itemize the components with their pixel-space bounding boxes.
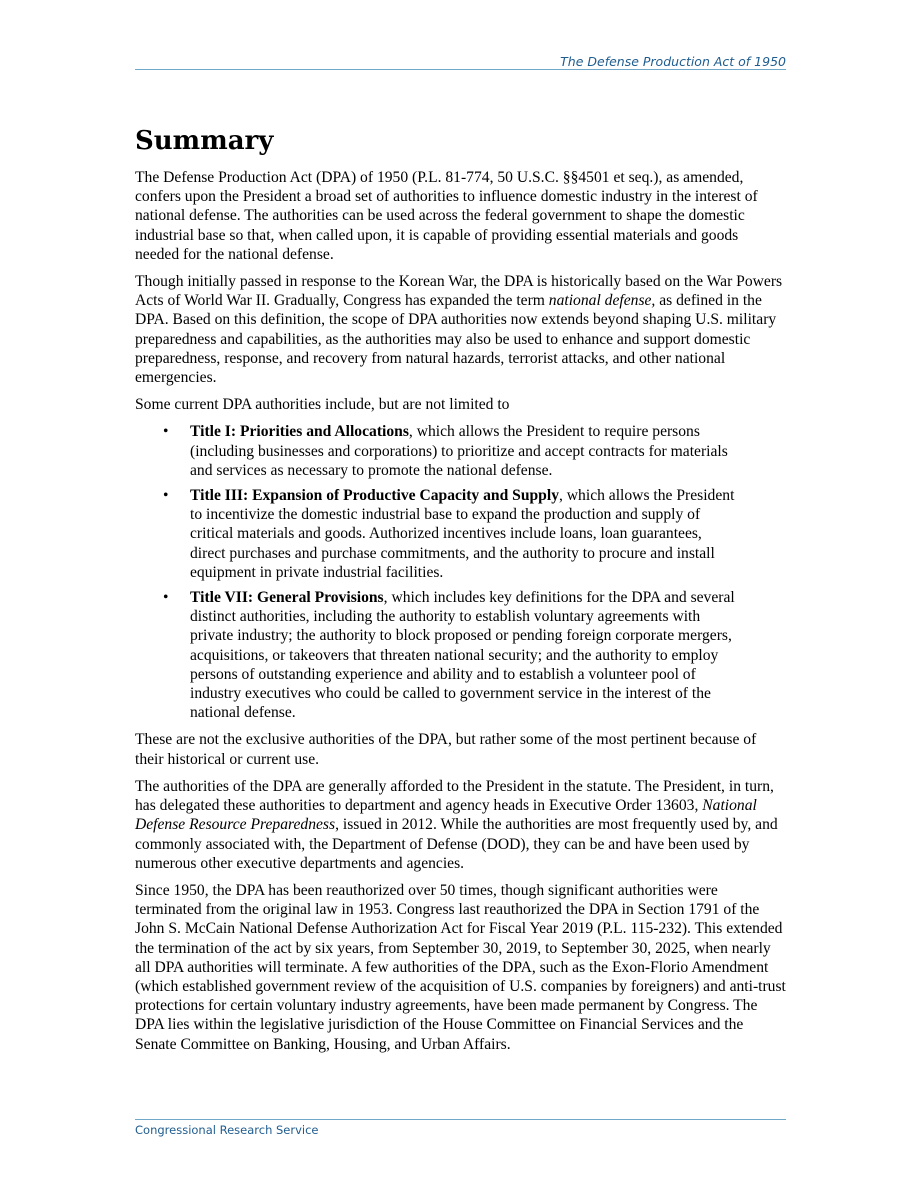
- paragraph-authorities-lead: Some current DPA authorities include, but are not limited to: [135, 396, 510, 414]
- footer-org: Congressional Research Service: [135, 1123, 319, 1137]
- executive-order-title: National Defense Resource Preparedness: [135, 797, 757, 834]
- paragraph-intro: The Defense Production Act (DPA) of 1950 (P.L. 81-774, 50 U.S.C. §§4501 et seq.), as amended, confers upon the President a broad set of authorities to influence domestic industry in the interest of national defense. The authorities can be used across the federal government to shape the domestic industrial base so that, when called upon, it is capable of providing essential materials and goods needed for the national defense.: [135, 169, 758, 263]
- list-item-title: Title VII: General Provisions: [190, 589, 384, 607]
- running-header-title: The Defense Production Act of 1950: [560, 54, 786, 69]
- header-rule: [135, 69, 786, 70]
- list-item-title-vii: [135, 588, 735, 722]
- page-title: Summary: [135, 126, 274, 156]
- list-item-text: , which allows the President to require persons (including businesses and corporations) to prioritize and accept contracts for materials and services as necessary to promote the national defense.: [190, 423, 728, 479]
- bullet-marker: •: [163, 487, 169, 505]
- paragraph-reauthorization: Since 1950, the DPA has been reauthorized over 50 times, though significant authorities were terminated from the original law in 1953. Congress last reauthorized the DPA in Section 1791 of the John S. McCain National Defense Authorization Act for Fiscal Year 2019 (P.L. 115-232). This extended the termination of the act by six years, from September 30, 2019, to September 30, 2025, when nearly all DPA authorities will terminate. A few authorities of the DPA, such as the Exon-Florio Amendment (which established government review of the acquisition of U.S. companies by foreigners) and anti-trust protections for certain voluntary industry agreements, have been made permanent by Congress. The DPA lies within the legislative jurisdiction of the House Committee on Financial Services and the Senate Committee on Banking, Housing, and Urban Affairs.: [135, 881, 786, 1053]
- bullet-marker: •: [163, 423, 169, 441]
- list-item-title-iii: [135, 486, 735, 582]
- paragraph-delegation-end: , issued in 2012. While the authorities are most frequently used by, and commonly associated with, the Department of Defense (DOD), they can be and have been used by numerous other executive departments and agencies.: [135, 816, 778, 872]
- footer-rule: [135, 1119, 786, 1120]
- paragraph-history: [135, 272, 786, 387]
- authorities-list: [135, 422, 786, 722]
- list-item-title: Title III: Expansion of Productive Capacity and Supply: [190, 487, 559, 505]
- bullet-marker: •: [163, 589, 169, 607]
- term-national-defense: national defense,: [548, 292, 656, 310]
- list-item-text: , which allows the President to incentivize the domestic industrial base to expand the production and supply of critical materials and goods. Authorized incentives include loans, loan guarantees, direct purchases and purchase commitments, and the authority to procure and install equipment in private industrial facilities.: [190, 487, 735, 581]
- paragraph-history-start: Though initially passed in response to the Korean War, the DPA is historically based on the War Powers Acts of World War II. Gradually, Congress has expanded the term: [135, 273, 783, 310]
- paragraph-exclusive: These are not the exclusive authorities of the DPA, but rather some of the most pertinent because of their historical or current use.: [135, 731, 757, 768]
- paragraph-delegation-start: The authorities of the DPA are generally afforded to the President in the statute. The President, in turn, has delegated these authorities to department and agency heads in Executive Order 13603,: [135, 777, 774, 815]
- list-item-title-i: [135, 422, 735, 480]
- list-item-title: Title I: Priorities and Allocations: [190, 423, 409, 441]
- paragraph-delegation: [135, 777, 786, 873]
- list-item-text: , which includes key definitions for the DPA and several distinct authorities, including the authority to establish voluntary agreements with private industry; the authority to block proposed or pending foreign corporate mergers, acquisitions, or takeovers that threaten national security; and the authority to employ persons of outstanding experience and ability and to establish a volunteer pool of industry executives who could be called to government service in the interest of the national defense.: [190, 589, 735, 722]
- page-content: [135, 124, 786, 1062]
- paragraph-history-end: as defined in the DPA. Based on this definition, the scope of DPA authorities now extends beyond shaping U.S. military preparedness and capabilities, as the authorities may also be used to enhance and support domestic preparedness, response, and recovery from natural hazards, terrorist attacks, and other national emergencies.: [135, 292, 777, 387]
